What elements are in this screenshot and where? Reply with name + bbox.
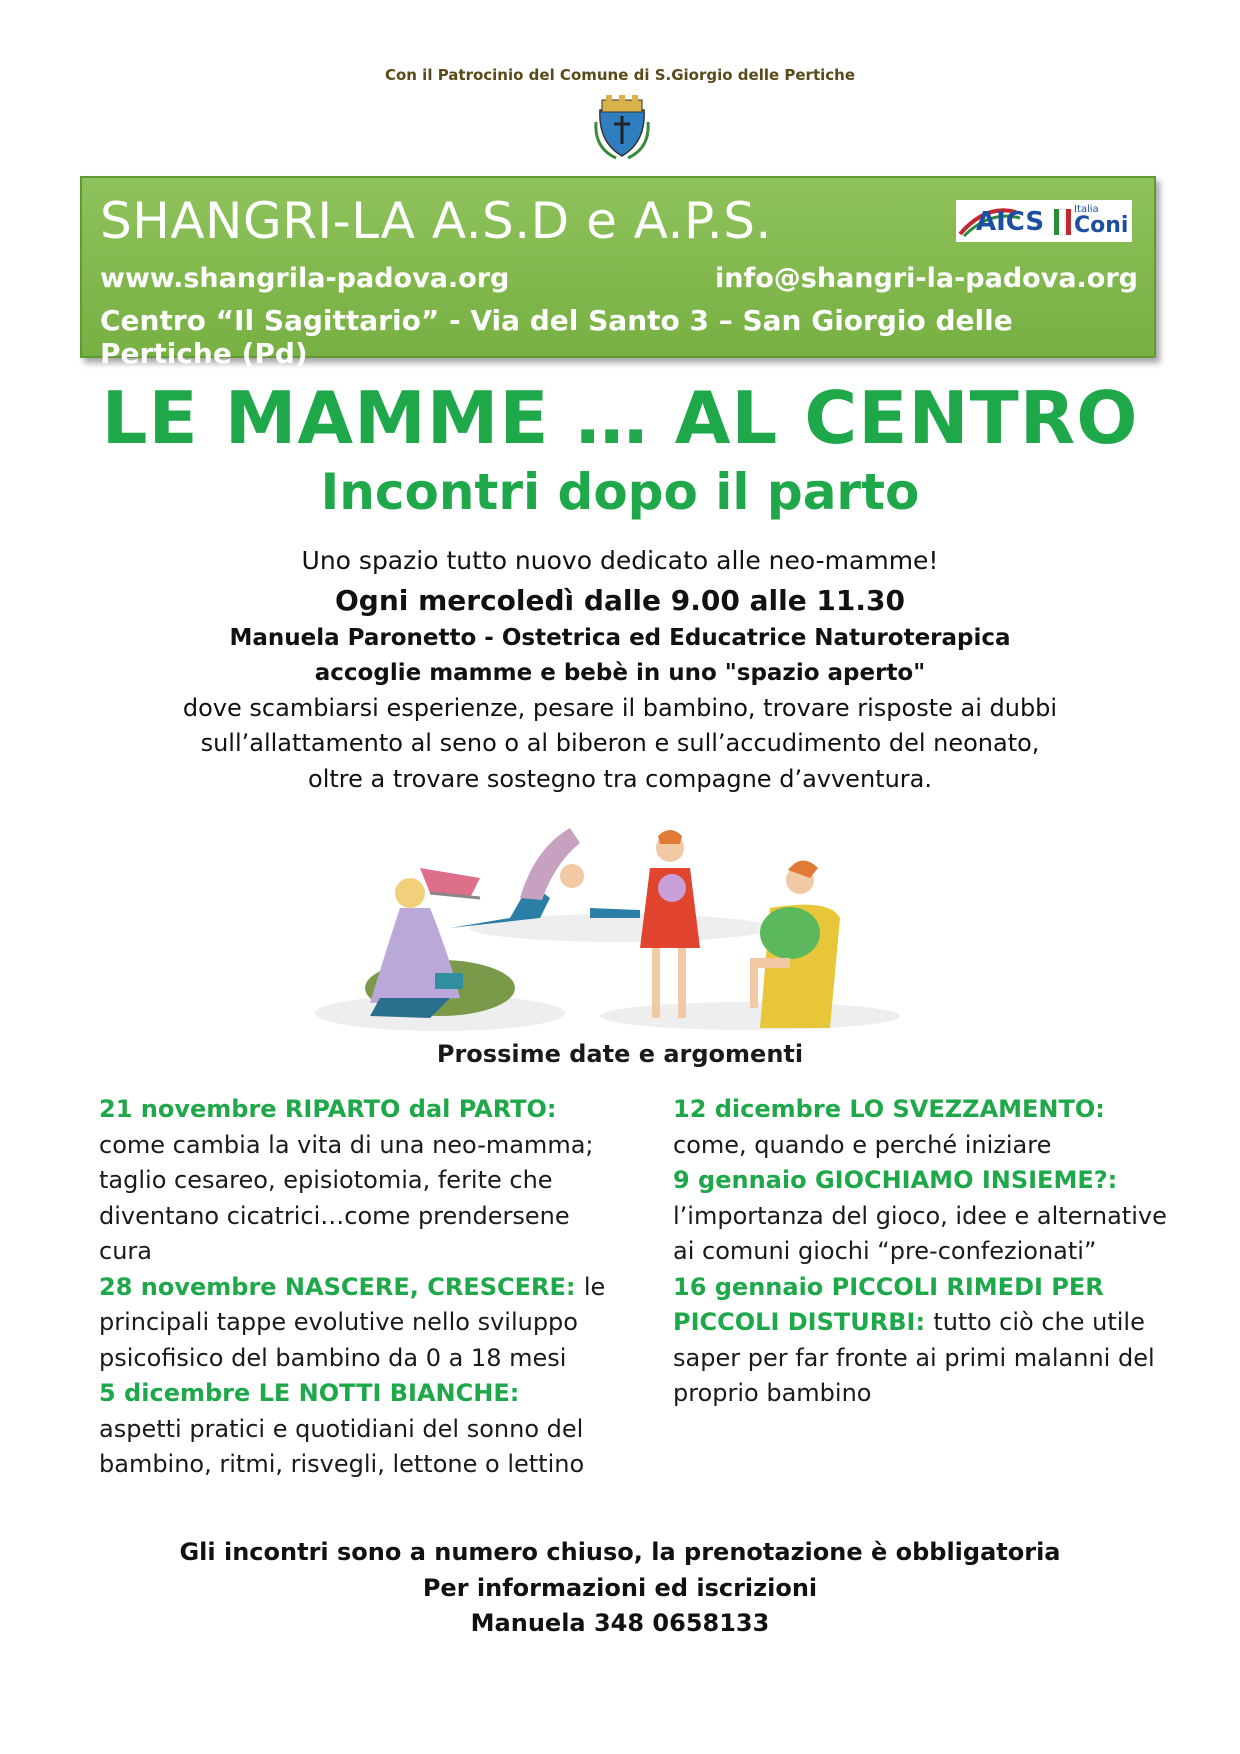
dates-left-column [99, 1092, 609, 1483]
date-label: 28 novembre NASCERE, CRESCERE [99, 1272, 566, 1301]
organization-banner [80, 176, 1156, 370]
info-heading: Per informazioni ed iscrizioni [422, 1574, 818, 1602]
aics-logo-icon [956, 200, 1052, 242]
dates-right-column [673, 1092, 1173, 1412]
schedule-line: Ogni mercoledì dalle 9.00 alle 11.30 [334, 584, 905, 617]
date-item: 28 novembre NASCERE, CRESCERE: le principali tappe evolutive nello sviluppo psicofisico del bambino da 0 a 18 mesi [99, 1272, 606, 1372]
date-label: 9 gennaio GIOCHIAMO INSIEME? [673, 1166, 1108, 1194]
date-description: come cambia la vita di una neo-mamma; taglio cesareo, episiotomia, ferite che diventano cicatrici…come prendersene cura [99, 1130, 594, 1265]
date-description: l’importanza del gioco, idee e alternative ai comuni giochi “pre-confezionati” [673, 1201, 1167, 1265]
municipality-crest-icon [592, 92, 652, 160]
address-text: Centro “Il Sagittario” - Via del Santo 3 – San Giorgio delle Pertiche (Pd) [100, 304, 1013, 370]
date-description: aspetti pratici e quotidiani del sonno del bambino, ritmi, risvegli, lettone o lettino [99, 1414, 585, 1478]
date-label: 5 dicembre LE NOTTI BIANCHE [99, 1379, 510, 1407]
coni-label: Coni [1074, 213, 1129, 238]
host-description: accoglie mamme e bebè in uno "spazio aperto" [314, 660, 926, 686]
coni-rings-icon [1052, 203, 1072, 239]
date-description: come, quando e perché iniziare [673, 1130, 1052, 1159]
description-line: dove scambiarsi esperienze, pesare il bambino, trovare risposte ai dubbi [182, 694, 1058, 722]
sponsor-logos [956, 200, 1132, 242]
date-item: 16 gennaio PICCOLI RIMEDI PER PICCOLI DISTURBI: tutto ciò che utile saper per far fronte ai primi malanni del proprio bambino [673, 1272, 1155, 1407]
date-label: 12 dicembre LO SVEZZAMENTO [673, 1095, 1096, 1123]
date-item: 21 novembre RIPARTO dal PARTO: come cambia la vita di una neo-mamma; taglio cesareo, episiotomia, ferite che diventano cicatrici…come prendersene cura [99, 1095, 594, 1265]
date-description: le principali tappe evolutive nello sviluppo psicofisico del bambino da 0 a 18 mesi [99, 1272, 606, 1372]
date-label: 21 novembre RIPARTO dal PARTO [99, 1095, 547, 1123]
patronage-text: Con il Patrocinio del Comune di S.Giorgio delle Pertiche [384, 66, 856, 84]
page-title: LE MAMME … AL CENTRO [101, 376, 1139, 460]
booking-notice: Gli incontri sono a numero chiuso, la prenotazione è obbligatoria [179, 1538, 1061, 1566]
intro-line: Uno spazio tutto nuovo dedicato alle neo-mamme! [301, 546, 939, 575]
description-line: sull’allattamento al seno o al biberon e sull’accudimento del neonato, [200, 729, 1040, 757]
dates-heading: Prossime date e argomenti [436, 1040, 804, 1068]
mothers-illustration [310, 788, 930, 1038]
host-line: Manuela Paronetto - Ostetrica ed Educatrice Naturoterapica [229, 625, 1011, 651]
aics-logo-text: AICS [976, 207, 1045, 237]
date-label: 16 gennaio PICCOLI RIMEDI PER PICCOLI DISTURBI [673, 1272, 1104, 1336]
organization-name: SHANGRI-LA A.S.D e A.P.S. [100, 192, 772, 250]
description-line: oltre a trovare sostegno tra compagne d’avventura. [308, 765, 932, 793]
email-link[interactable]: info@shangri-la-padova.org [715, 263, 1138, 294]
contact-phone[interactable]: Manuela 348 0658133 [470, 1609, 770, 1637]
website-link[interactable]: www.shangrila-padova.org [100, 263, 510, 294]
date-item: 12 dicembre LO SVEZZAMENTO: come, quando e perché iniziare [673, 1095, 1105, 1159]
italia-label: Italia [1074, 204, 1099, 215]
page-subtitle: Incontri dopo il parto [320, 463, 920, 521]
date-description: tutto ciò che utile saper per far fronte ai primi malanni del proprio bambino [673, 1308, 1155, 1407]
date-item: 5 dicembre LE NOTTI BIANCHE: aspetti pratici e quotidiani del sonno del bambino, ritmi, risvegli, lettone o lettino [99, 1379, 585, 1478]
date-item: 9 gennaio GIOCHIAMO INSIEME?: l’importanza del gioco, idee e alternative ai comuni giochi “pre-confezionati” [673, 1166, 1167, 1265]
